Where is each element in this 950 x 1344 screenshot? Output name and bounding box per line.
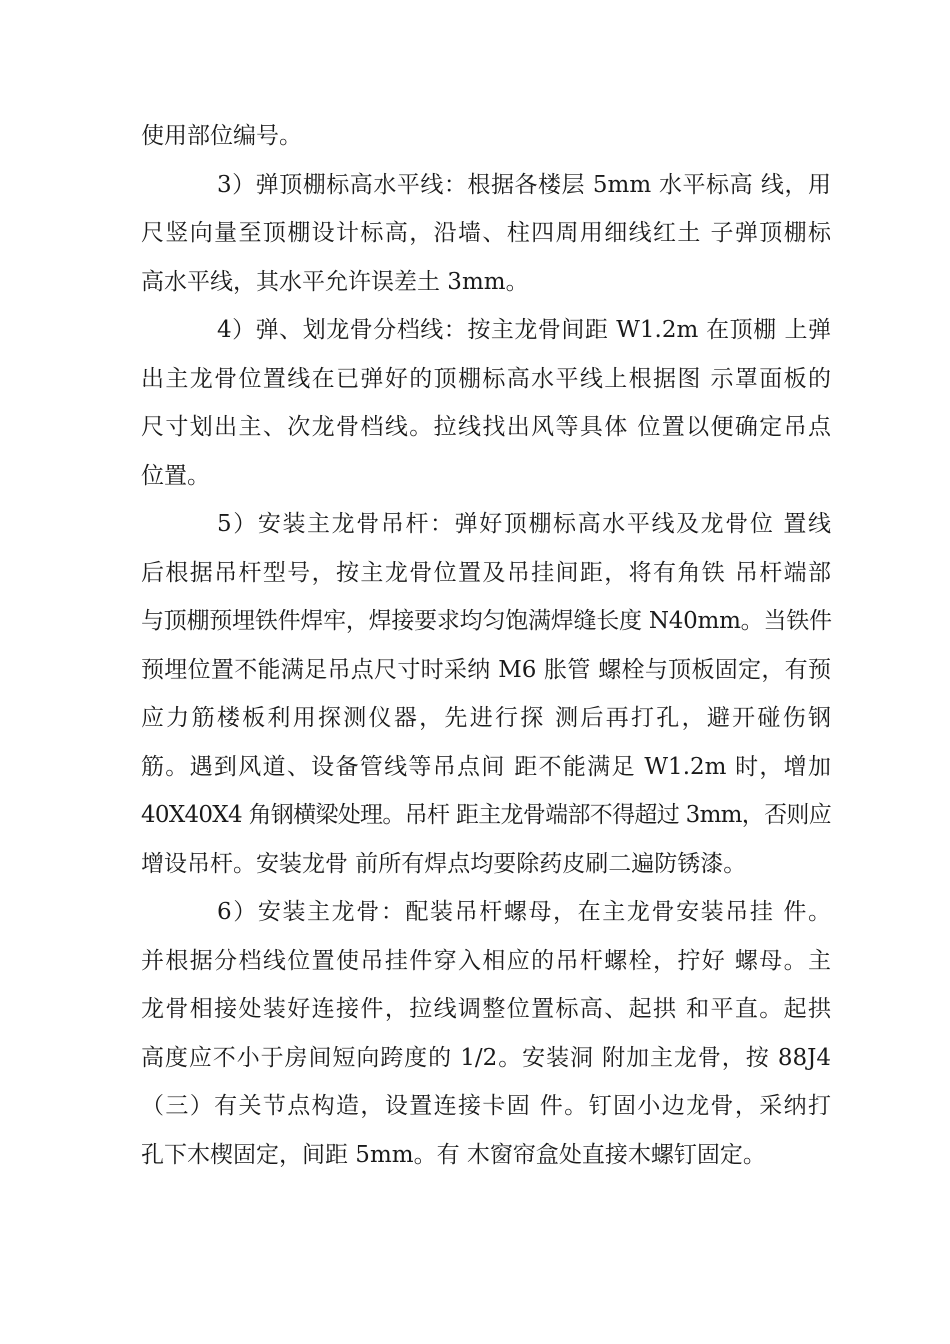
text-line: 尺寸划出主、次龙骨档线。拉线找出风等具体 位置以便确定吊点 — [141, 414, 831, 440]
paragraph-2 — [141, 161, 831, 307]
text-line: 6）安装主龙骨：配装吊杆螺母，在主龙骨安装吊挂 件。 — [217, 899, 831, 925]
text-line: 出主龙骨位置线在已弹好的顶棚标高水平线上根据图 示罩面板的 — [141, 365, 831, 392]
paragraph-4 — [141, 500, 831, 888]
text-line: 龙骨相接处装好连接件，拉线调整位置标高、起拱 和平直。起拱 — [141, 996, 831, 1022]
text-line: 尺竖向量至顶棚设计标高，沿墙、柱四周用细线红土 子弹顶棚标 — [141, 220, 831, 246]
text-line: 预埋位置不能满足吊点尺寸时采纳 M6 胀管 螺栓与顶板固定，有预 — [141, 656, 831, 683]
text-line: 高水平线，其水平允许误差土 3mm。 — [141, 268, 529, 295]
paragraph-1 — [141, 112, 831, 161]
text-line: 孔下木楔固定，间距 5mm。有 木窗帘盒处直接木螺钉固定。 — [141, 1141, 766, 1168]
text-line: 后根据吊杆型号，按主龙骨位置及吊挂间距，将有角铁 吊杆端部 — [141, 559, 831, 586]
text-line: 与顶棚预埋铁件焊牢，焊接要求均匀饱满焊缝长度 N40mm。当铁件 — [141, 608, 832, 634]
text-line: 5）安装主龙骨吊杆：弹好顶棚标高水平线及龙骨位 置线 — [217, 511, 831, 537]
text-line: 增设吊杆。安装龙骨 前所有焊点均要除药皮刷二遍防锈漆。 — [141, 850, 747, 877]
text-line: （三）有关节点构造，设置连接卡固 件。钉固小边龙骨，采纳打 — [141, 1093, 831, 1119]
text-line: 使用部位编号。 — [141, 123, 302, 149]
text-line: 4）弹、划龙骨分档线：按主龙骨间距 W1.2m 在顶棚 上弹 — [217, 317, 831, 343]
text-line: 高度应不小于房间短向跨度的 1/2。安装洞 附加主龙骨，按 88J4 — [141, 1044, 831, 1071]
text-line: 位置。 — [141, 462, 210, 489]
text-line: 3）弹顶棚标高水平线：根据各楼层 5mm 水平标高 线，用 — [217, 171, 831, 198]
text-line: 并根据分档线位置使吊挂件穿入相应的吊杆螺栓，拧好 螺母。主 — [141, 947, 831, 974]
paragraph-5 — [141, 888, 831, 1179]
text-line: 40X40X4 角钢横梁处理。吊杆 距主龙骨端部不得超过 3mm，否则应 — [141, 802, 831, 828]
paragraph-3 — [141, 306, 831, 500]
text-line: 应力筋楼板利用探测仪器，先进行探 测后再打孔，避开碰伤钢 — [141, 705, 831, 731]
text-line: 筋。遇到风道、设备管线等吊点间 距不能满足 W1.2m 时，增加 — [141, 753, 831, 780]
body-text — [141, 112, 831, 1179]
